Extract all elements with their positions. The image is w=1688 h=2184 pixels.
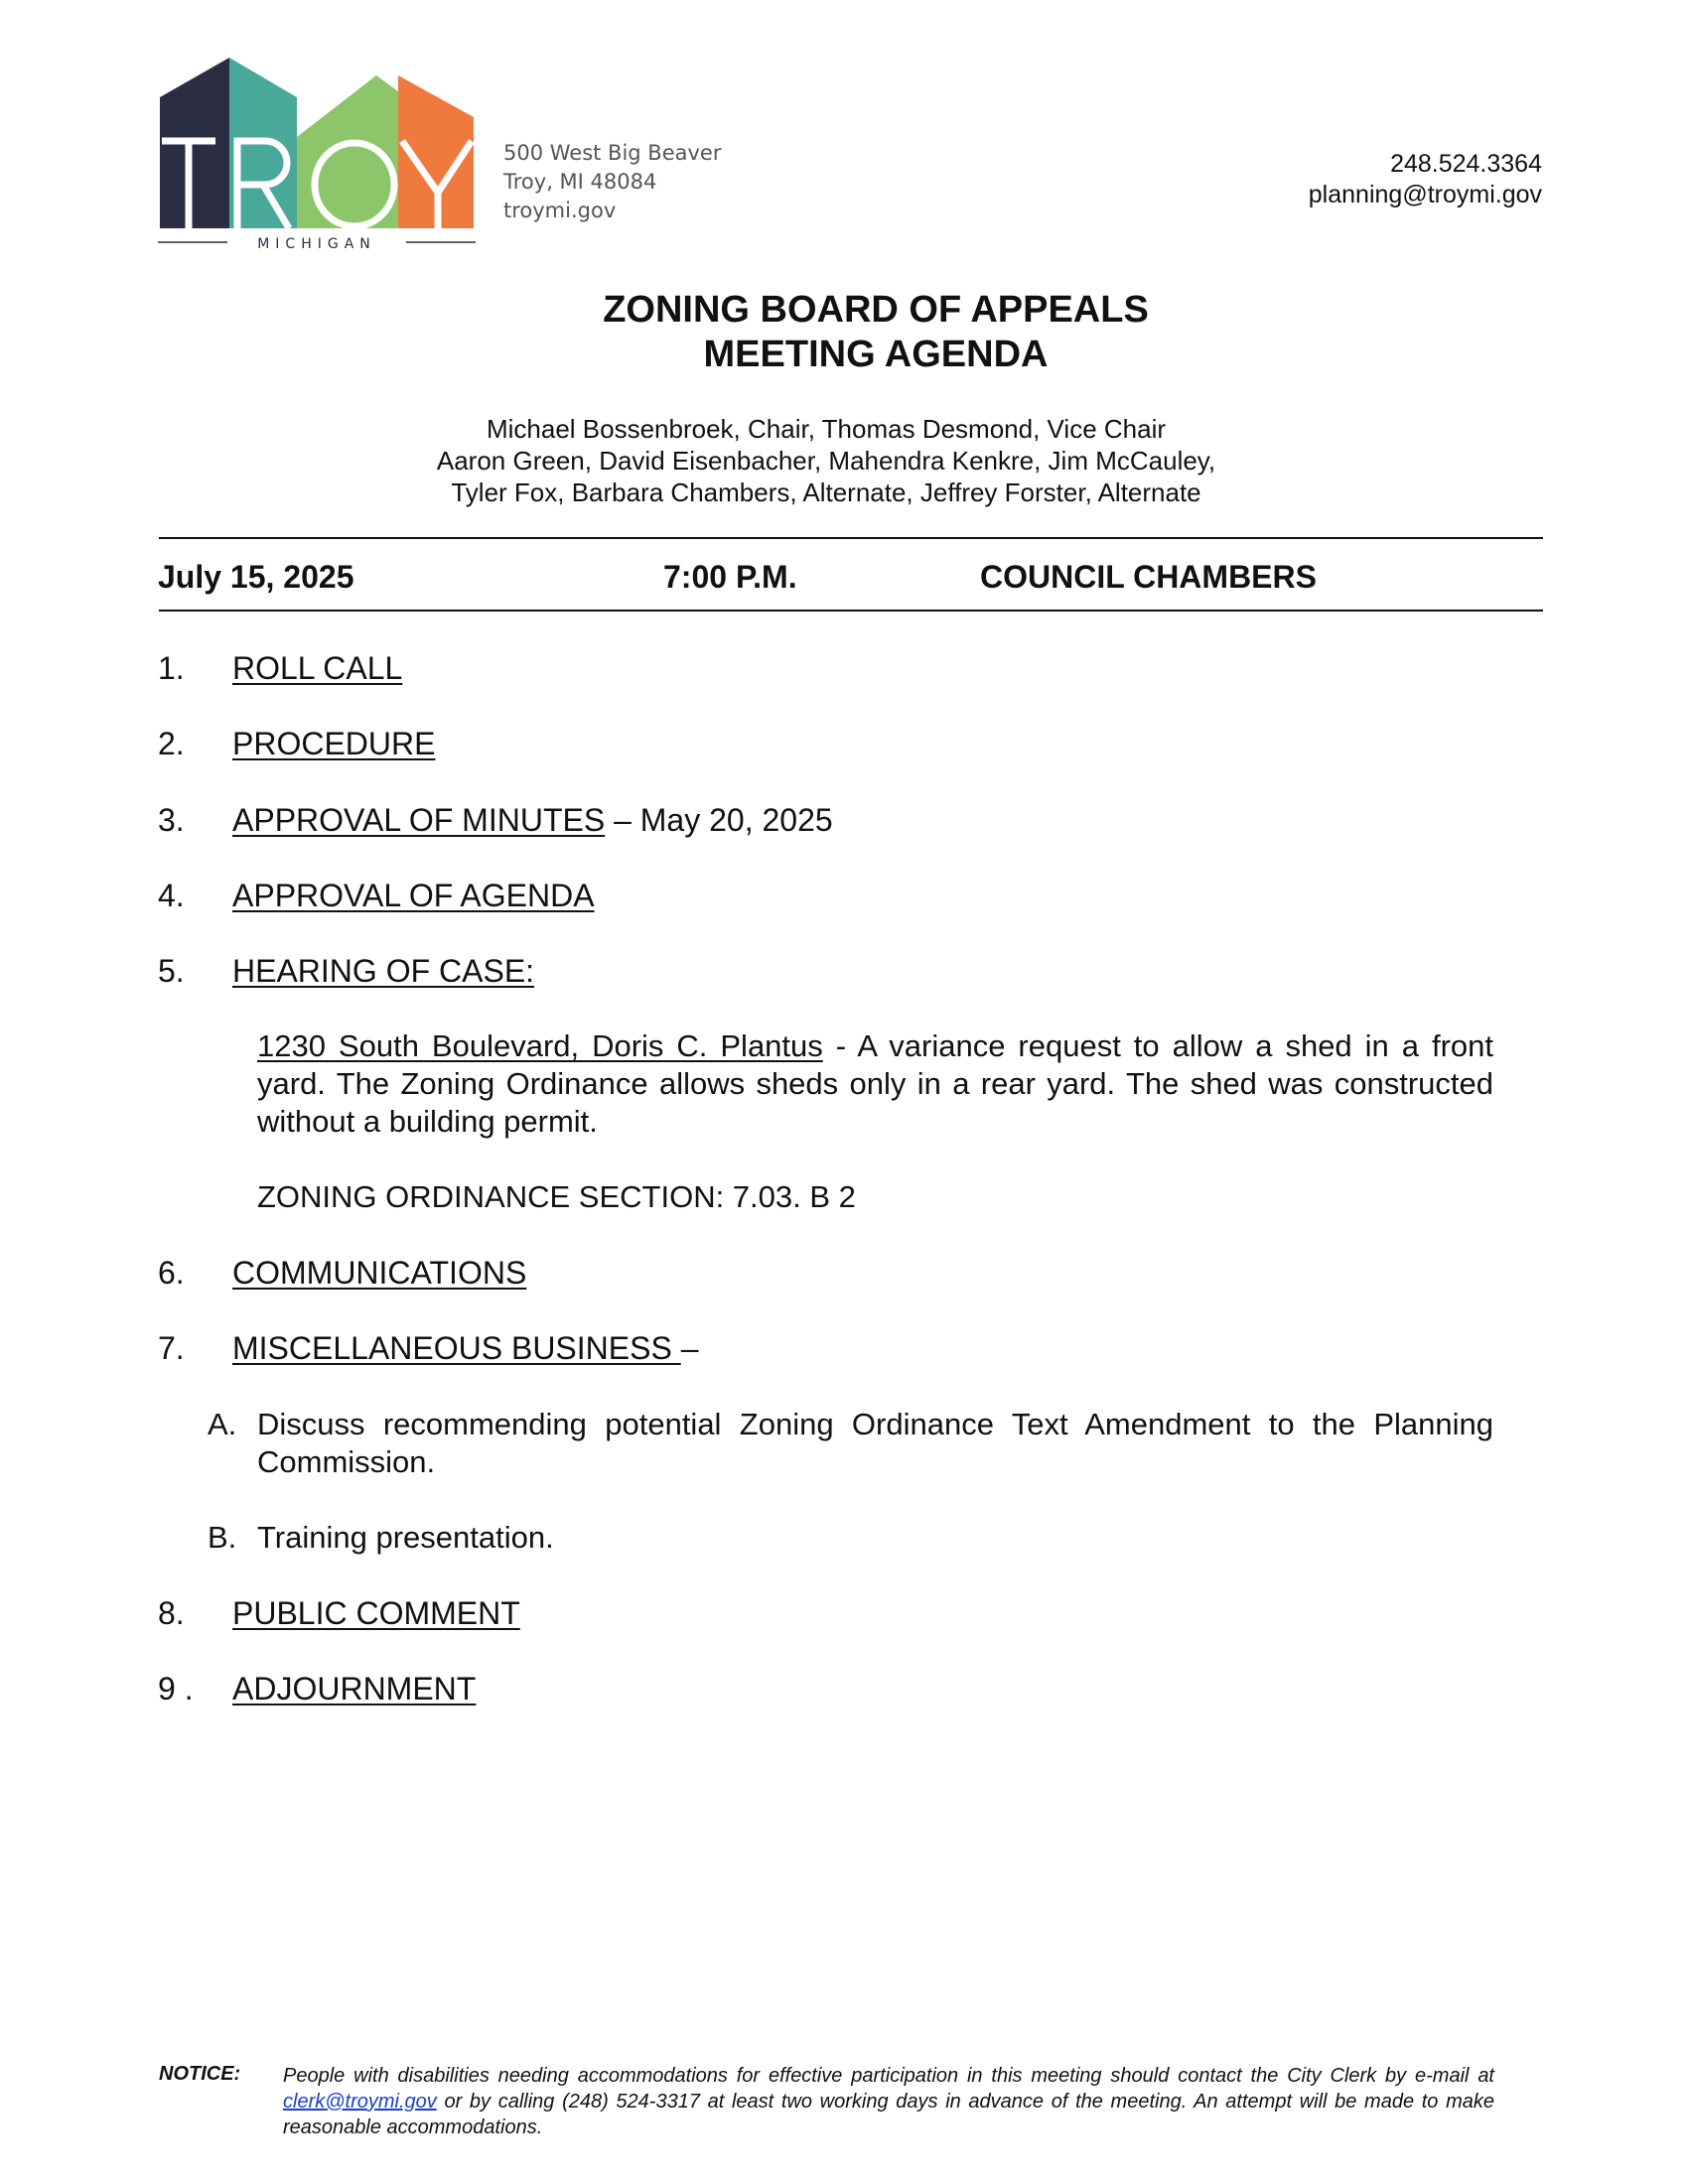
- meeting-time: 7:00 P.M.: [663, 559, 797, 595]
- item-number: 2.: [158, 726, 185, 761]
- sub-item-letter: B.: [208, 1520, 237, 1555]
- case-paragraph: [257, 1027, 1493, 1141]
- agenda-communications: COMMUNICATIONS: [232, 1255, 527, 1291]
- contact-phone: 248.524.3364: [1390, 150, 1542, 178]
- miscellaneous-business-dash: –: [680, 1330, 699, 1366]
- agenda-public-comment: PUBLIC COMMENT: [232, 1595, 520, 1631]
- page-subtitle: MEETING AGENDA: [703, 334, 1049, 375]
- item-number: 6.: [158, 1255, 185, 1291]
- board-members-line-2: Aaron Green, David Eisenbacher, Mahendra Kenkre, Jim McCauley,: [436, 446, 1216, 476]
- sub-item-a: Discuss recommending potential Zoning Ordinance Text Amendment to the Planning Commission.: [257, 1407, 1493, 1479]
- agenda-roll-call: ROLL CALL: [232, 650, 403, 686]
- logo-subtitle: MICHIGAN: [257, 236, 376, 252]
- address-block: [503, 139, 722, 225]
- notice-text-start: People with disabilities needing accommodations for effective participation in this meeting should contact the City Clerk by e-mail at: [283, 2065, 1494, 2087]
- sub-item-letter: A.: [208, 1407, 237, 1441]
- notice-text: [283, 2063, 1494, 2140]
- agenda-adjournment: ADJOURNMENT: [232, 1671, 477, 1706]
- item-number: 4.: [158, 878, 185, 913]
- case-description: - A variance request to allow a shed in a front yard. The Zoning Ordinance allows sheds only in a rear yard. The shed was constructed without a building permit.: [257, 1028, 1493, 1139]
- page-title: ZONING BOARD OF APPEALS: [603, 289, 1149, 331]
- troy-michigan-logo: [158, 58, 476, 252]
- meeting-date: July 15, 2025: [158, 559, 354, 595]
- clerk-email-link[interactable]: clerk@troymi.gov: [283, 2091, 437, 2113]
- contact-block: [1309, 149, 1542, 210]
- board-members-line-1: Michael Bossenbroek, Chair, Thomas Desmond, Vice Chair: [486, 414, 1167, 444]
- miscellaneous-business-label: MISCELLANEOUS BUSINESS: [232, 1330, 681, 1366]
- notice-text-end: or by calling (248) 524-3317 at least two working days in advance of the meeting. An attempt will be made to make reasonable accommodations.: [283, 2091, 1494, 2138]
- sub-item-b: Training presentation.: [257, 1520, 554, 1555]
- meeting-location: COUNCIL CHAMBERS: [980, 559, 1317, 595]
- item-number: 3.: [158, 802, 185, 838]
- address-city: Troy, MI 48084: [503, 170, 657, 194]
- board-members-line-3: Tyler Fox, Barbara Chambers, Alternate, Jeffrey Forster, Alternate: [451, 478, 1201, 507]
- approval-of-minutes-label: APPROVAL OF MINUTES: [232, 802, 606, 838]
- agenda-procedure: PROCEDURE: [232, 726, 436, 761]
- agenda-approval-of-minutes: [232, 801, 833, 839]
- bottom-divider: [159, 610, 1543, 612]
- notice-label: NOTICE:: [159, 2063, 241, 2085]
- case-ordinance-section: ZONING ORDINANCE SECTION: 7.03. B 2: [257, 1179, 856, 1214]
- item-number: 1.: [158, 650, 185, 686]
- agenda-hearing-of-case: HEARING OF CASE:: [232, 953, 535, 989]
- approval-of-minutes-date: – May 20, 2025: [605, 802, 833, 838]
- contact-email[interactable]: planning@troymi.gov: [1308, 181, 1542, 208]
- address-website: troymi.gov: [503, 199, 617, 222]
- agenda-miscellaneous-business: [232, 1329, 698, 1367]
- item-number: 8.: [158, 1595, 185, 1631]
- agenda-approval-of-agenda: APPROVAL OF AGENDA: [232, 878, 595, 913]
- item-number: 9 .: [158, 1671, 194, 1706]
- top-divider: [159, 537, 1543, 539]
- item-number: 5.: [158, 953, 185, 989]
- item-number: 7.: [158, 1330, 185, 1366]
- address-street: 500 West Big Beaver: [503, 141, 722, 165]
- case-title: 1230 South Boulevard, Doris C. Plantus: [257, 1028, 823, 1063]
